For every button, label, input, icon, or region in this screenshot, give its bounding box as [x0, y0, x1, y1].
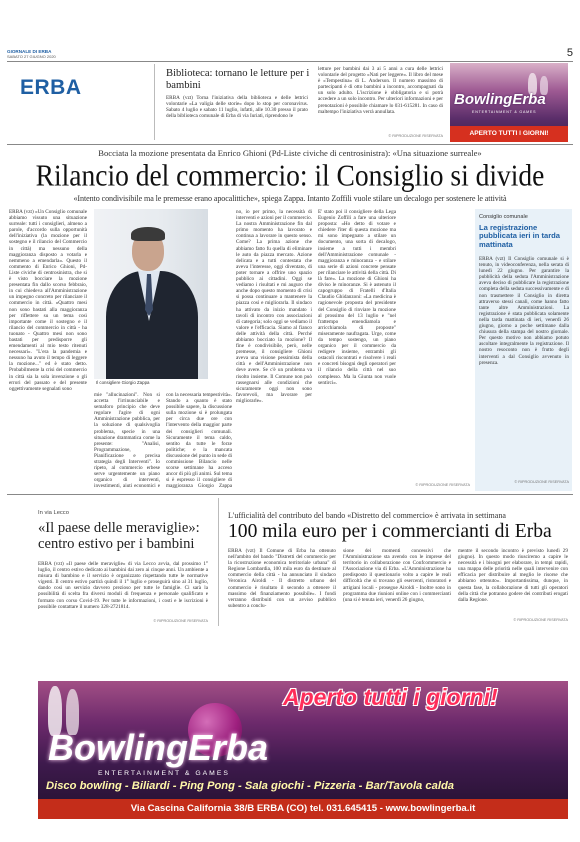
lecco-headline: «Il paese delle meraviglie»: centro estivo per i bambini [38, 520, 200, 552]
rule [7, 144, 573, 145]
main-col2b: con la necessaria tempestività». Stando a quanto è stato possibile sapere, la discussione sulla mozione si è prolungata per circa due ore con l'intervento della maggior parte dei consiglieri comunali. Sicuramente il tema caldo, sentito da tutte le forze politiche; e la mancata discussione del punto in sede di commissione Bilancio nelle scorse settimane ha acceso ancor di più gli animi. Sul tema si è espresso il consigliere di maggioranza Giorgio Zappa [166, 392, 232, 489]
section-divider [154, 64, 155, 140]
issue-date: SABATO 27 GIUGNO 2020 [7, 54, 56, 59]
main-col1: ERBA (vzt) «Un Consiglio comunale abbiamo vissuto una situazione surreale: tutti i consiglieri, almeno a parole, d'accordo sulla opportunità dell'iniziativa (la mozione per il sostegno e il rilancio del Commercio in città) ma nessuno della maggioranza disposto a votarla e nemmeno a emendarla». Questo il commento di Enrico Ghioni, Pd-Liste civiche di centrosinistra, che si è visto bocciare la mozione presentata fin dallo scorso febbraio, in cui chiedeva all'Amministrazione un impegno concreto per rilanciare il commercio in città. «Quattro mesi non sono bastati alla maggioranza per riflettere su un tema così importante come il sostegno e il rilancio del commercio in città - ha tuonato - Quattro mesi non sono bastati per predisporre gli emendamenti al mio testo ritenuti necessari». "L'era la pandemia e nessuno ha avuto il tempo di leggere la mozione..." ed è stato detto. Probabilmente la crisi del commercio in città sia la sola invenzione o gli errori del passato e del presente oggettivamente segnalati sono [9, 209, 87, 392]
main-col4: E' stato poi il consigliere della Lega Eugenio Zoffili a fare una ulteriore proposta: «Ho detto di votare e chiedere l'iter di questa mozione ma mi sono impegnato a stilare un documento, una sorta di decalogo, insieme a tutti i membri dell'Amministrazione comunale - maggioranza e minoranza - e stilare una serie di azioni concrete pensate per rilanciare le attività della città. Di là fare». La mozione di Ghioni ha diviso le minoranze. Si è astenuto il capogruppo di Fratelli d'Italia Claudio Ghidanzoni: «La medicina è ragionevole proposta del presidente del Consiglio di rinviare la mozione al prossimo del 13 luglio e "nel frattempo emendiamola e arricchiamola di proposte" miseramente naufragata. Urge, come da tempo sostengo, un piano organico per il commercio da redigere insieme, entrambi gli ostacoli riscontrati e risolvere i reali e concreti bisogni degli operatori per il rilancio della città nel suo complesso. Ma la Giunta non vuole sentirci». [318, 209, 396, 386]
main-col2: mie "allucinazioni". Non si accetta l'irrinunciabile e semaforo principio che deve regolare l'agire di ogni Amministrazione pubblica, per la soluzione di qualsivoglia problema, specie in una situazione drammatica come la presente: "Analisi, Programmazione, Pianificazione e precisa strategia degli Interventi". Io ripeto, al commercio erbese serve urgentemente un piano organico di interventi, investimenti, aiuti economici e [94, 392, 160, 489]
main-kicker: Bocciata la mozione presentata da Enrico Ghioni (Pd-Liste civiche di centrosinistra): «Una situazione surreale» [98, 148, 482, 158]
bottom-ad-address: Via Cascina California 38/B ERBA (CO) tel. 031.645415 - www.bowlingerba.it [130, 803, 476, 814]
masthead-rule [7, 61, 573, 62]
column-divider [218, 498, 219, 626]
bottom-ad-headline: Aperto tutti i giorni! [283, 684, 498, 710]
bottom-ad-tagline: ENTERTAINMENT & GAMES [98, 770, 230, 777]
distretto-kicker: L'ufficialità del contributo del bando «Distretto del commercio» è arrivata in settimana [228, 511, 506, 520]
photo-caption: Il consigliere Giorgio Zappa [96, 380, 150, 385]
lecco-kicker: In via Lecco [38, 510, 69, 516]
section-label: ERBA [20, 76, 82, 99]
top-ad-cta: APERTO TUTTI I GIORNI! [450, 126, 568, 142]
distretto-signature: © RIPRODUZIONE RISERVATA [513, 618, 568, 622]
side-title: La registrazione pubblicata ieri in tarda mattinata [479, 223, 561, 249]
side-text: ERBA (vzt) Il Consiglio comunale si è tenuto, in videoconferenza, nella serata di lunedì 22 giugno. Per garantire la pubblicità della seduta l'Amministrazione aveva deciso di pubblicare la registrazione completa della seduta successivamente e di non trasmettere il Consiglio in diretta attraverso stessi canali, come hanno fatto tante altre Amministrazioni. La registrazione è stata pubblicata solamente nella tarda mattinata di ieri, venerdì 26 giugno, giorno a poche settimane dalla chiusura della stampa del nostro giornale. Per questo motivo non abbiamo potuto ascoltare integralmente la registrazione. Il nostro resoconto non è frutto degli interventi a dal Consiglio avvenuto in presenza. [479, 256, 569, 366]
distretto-col1: ERBA (vzt) Il Comune di Erba ha ottenuto nell'ambito del bando "Distretti del commercio per la ricostruzione economica territoriale urbana" di Regione Lombardia, 100 mila euro da destinare al commercio della città - ha annunciato il sindaco Veronica Airoldi - Il distretto urbano del commercio è risultato il secondo a ottenere il massimo del finanziamento possibile». I fondi verranno distribuiti con un avviso pubblico subentro a conclu- [228, 548, 336, 609]
person-hair [131, 227, 165, 241]
side-signature: © RIPRODUZIONE RISERVATA [514, 480, 569, 484]
bottom-ad-services: Disco bowling - Biliardi - Ping Pong - Sala giochi - Pizzeria - Bar/Tavola calda [46, 780, 454, 792]
brief-signature: © RIPRODUZIONE RISERVATA [388, 134, 443, 138]
brief-title: Biblioteca: tornano le letture per i bambini [166, 68, 310, 91]
distretto-headline: 100 mila euro per i commercianti di Erba [228, 521, 552, 542]
lecco-text: ERBA (vzt) «Il paese delle meraviglie» di via Lecco avvia, dal prossimo 1° luglio, il centro estivo dedicato ai bambini dai zero ai cinque anni. Un ambiente a misura di bambino e il servizio è organizzato rispettando tutte le normative vigenti. Il centro estivo partirà quindi il 1° luglio e proseguirà sino al 31 luglio, dando così un servizio davvero prezioso per tutte le famiglie. Ci sarà la possibilità di scelta fra diversi moduli di frequenza e personale qualificato e formato con corso Covid-19. Per tutte le informazioni, i costi e le iscrizioni è possibile contattare il numero 328-2721814. [38, 561, 208, 610]
main-col3: no, io per primo, la necessità di interventi e azioni per il commercio. La nostra Amministrazione fin dal primo momento ha lavorato e continua a lavorare in questo senso. Come? La prima azione che abbiamo fatto fu quella di eliminare le auto da piazza mercato. Azione delicata e a tutti contestata che aveva l'interesse, oggi diventato, di poter tornare a offrire uno spazio pubblico ai cittadini. Oggi se vediamo i risultati e mi auguro che anche dopo questo momento di crisi si possa continuare a mantenere la piazza così e migliorarla. Il sindaco ha attivato da inizio mandato i tavoli di incontro con associazioni di categoria; solo oggi se vediamo il valore e l'efficacia. Siamo al fianco delle attività della città. Perché abbiamo bocciato la mozione? Il fine è condivisibile, però, nelle premesse, il consigliere Ghioni aveva una visione pessimista della città e dell'Amministrazione non deve avere. Se c'è un problema va risolto insieme. Il Comune non può rassegnarsi alle condizioni che sicuramente oggi non sono favorevoli, ma lavorare per migliorarle». [236, 209, 312, 404]
main-photo [94, 209, 208, 379]
distretto-col2: sione dei momenti concessivi che l'Amministrazione sta avendo con le imprese del territorio in collaborazione con Confcommercio e l'Associazione via di Erba. «L'Amministrazione ha predisposto il questionario volto a capire le reali difficoltà che si trovano gli esercenti, ristoratori e artigiani locali - prosegue Airoldi - Inoltre sono in programma due riunioni online con i commercianti (una si è tenuta ieri, venerdì 26 giugno, [343, 548, 451, 603]
brief-text-col1: ERBA (vzt) Torna l'iniziativa della biblioteca e delle lettrici volontarie «La valigia delle storie» dopo lo stop per coronavirus. Sabato 4 luglio e sabato 11 luglio, infatti, alle 10.30 presso il prato della biblioteca comunale di Erba di via Iuriati, riprendono le [166, 95, 308, 120]
distretto-col3: mentre il secondo incontro è previsto lunedì 29 giugno). In questo modo riusciremo a capire le necessità e i bisogni per elaborare, in tempi rapidi, una mappa delle priorità nelle quali intervenire con efficacia per distribuire al meglio le risorse che abbiamo ottenuto». Importantissima, dunque, in questa fase, la collaborazione di tutti gli operatori della città che potranno godere dei contributi erogati dalla Regione. [458, 548, 568, 603]
rule [7, 494, 573, 495]
main-headline: Rilancio del commercio: il Consiglio si divide [35, 157, 545, 192]
brief-text-col2: letture per bambini dai 3 ai 5 anni a cura delle lettrici volontarie del progetto «Nati per leggere». Il libro del mese è «Tempestina» di L. Anderson. Il numero massimo di partecipanti è di otto bambini a incontro, accompagnati da un solo adulto. L'iscrizione è obbligatoria e si potrà accedere a un solo incontro. Per ulteriori informazioni e per prenotazioni è possibile chiamare lo 031-615281. In caso di maltempo l'iniziativa verrà annullata. [318, 66, 443, 115]
side-kicker: Consiglio comunale [479, 214, 528, 220]
top-ad[interactable] [450, 63, 568, 142]
page-number: 5 [566, 47, 573, 59]
main-signature: © RIPRODUZIONE RISERVATA [415, 483, 470, 487]
main-subhead: «Intento condivisibile ma le premesse erano apocalittiche», spiega Zappa. Intanto Zoffili vuole stilare un decalogo per sostenere le attività [73, 194, 507, 203]
lecco-signature: © RIPRODUZIONE RISERVATA [153, 619, 208, 623]
top-ad-brand: BowlingErba [454, 91, 546, 108]
bottom-ad[interactable] [38, 681, 568, 819]
paper-name: GIORNALE DI ERBA [7, 49, 52, 54]
top-ad-tagline: ENTERTAINMENT & GAMES [472, 110, 537, 114]
bottom-ad-brand: BowlingErba [48, 727, 269, 768]
